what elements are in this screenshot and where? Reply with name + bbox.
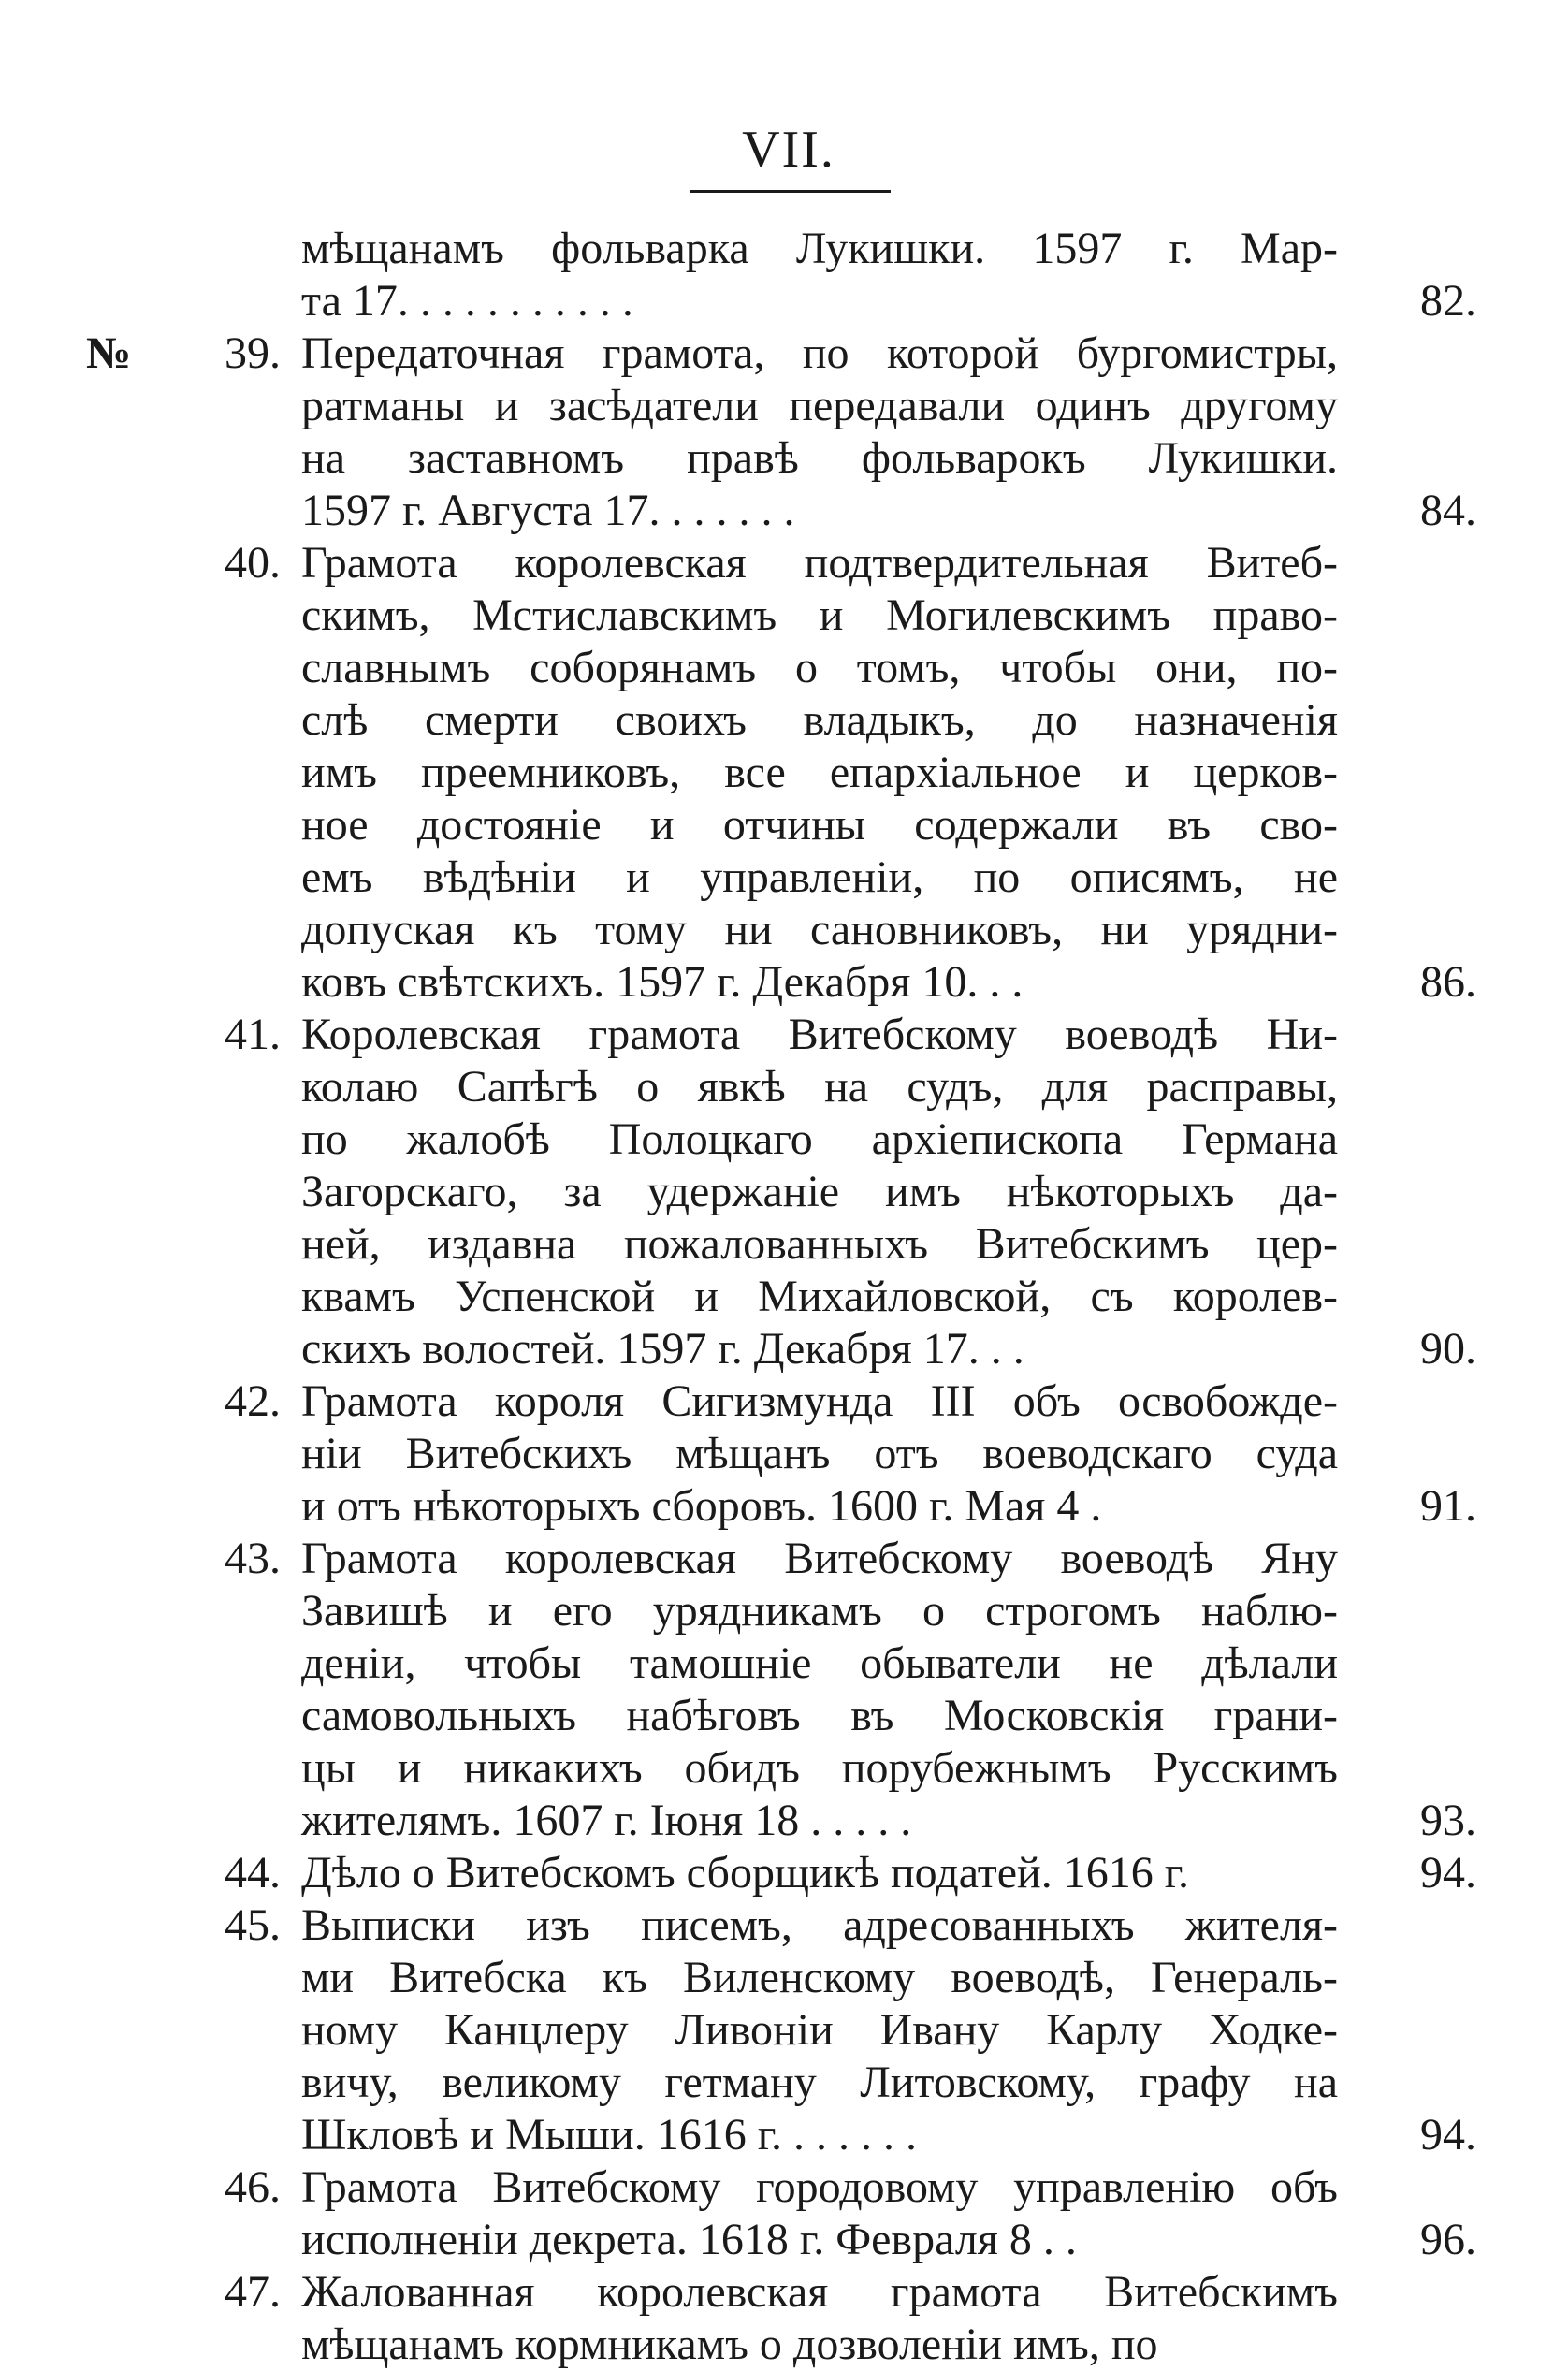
page-number-header: VII. bbox=[742, 121, 835, 179]
entry-line: Грамота королевская подтвердительная Витеб- bbox=[301, 538, 1338, 588]
page-reference: 84. bbox=[1420, 486, 1476, 535]
entry-line: квамъ Успенской и Михайловской, съ королев- bbox=[301, 1272, 1338, 1321]
number-sign: № bbox=[86, 328, 132, 378]
toc-entry bbox=[0, 2266, 1568, 2371]
entry-line: по жалобѣ Полоцкаго архіепископа Германа bbox=[301, 1114, 1338, 1164]
entry-number: 39. bbox=[225, 328, 281, 378]
entry-text bbox=[301, 537, 1338, 1009]
page-reference: 82. bbox=[1420, 276, 1476, 326]
toc-entry bbox=[0, 2161, 1568, 2266]
entry-line: ней, издавна пожалованныхъ Витебскимъ цер- bbox=[301, 1219, 1338, 1269]
toc-entry bbox=[0, 327, 1568, 537]
entry-line: та 17. . . . . . . . . . . bbox=[301, 276, 633, 326]
entry-line: мѣщанамъ фольварка Лукишки. 1597 г. Мар- bbox=[301, 224, 1338, 273]
entry-text bbox=[301, 1375, 1338, 1533]
entry-line: ковъ свѣтскихъ. 1597 г. Декабря 10. . . bbox=[301, 957, 1024, 1007]
table-of-contents bbox=[0, 223, 1568, 2371]
entry-line: допуская къ тому ни сановниковъ, ни урядни- bbox=[301, 905, 1338, 954]
entry-line: Выписки изъ писемъ, адресованныхъ жителя- bbox=[301, 1900, 1338, 1950]
entry-line: вичу, великому гетману Литовскому, графу на bbox=[301, 2058, 1338, 2107]
entry-line: деніи, чтобы тамошніе обыватели не дѣлали bbox=[301, 1638, 1338, 1688]
entry-number: 41. bbox=[225, 1010, 281, 1059]
toc-entry bbox=[0, 1899, 1568, 2161]
entry-text bbox=[301, 223, 1338, 327]
page-reference: 91. bbox=[1420, 1481, 1476, 1531]
entry-line: емъ вѣдѣніи и управленіи, по описямъ, не bbox=[301, 852, 1338, 902]
header-rule bbox=[690, 190, 891, 193]
toc-entry bbox=[0, 1533, 1568, 1847]
entry-text bbox=[301, 1009, 1338, 1375]
entry-line: жителямъ. 1607 г. Іюня 18 . . . . . bbox=[301, 1796, 912, 1845]
entry-text bbox=[301, 2266, 1338, 2371]
entry-line: ратманы и засѣдатели передавали одинъ другому bbox=[301, 381, 1338, 430]
entry-line: Загорскаго, за удержаніе имъ нѣкоторыхъ да- bbox=[301, 1167, 1338, 1216]
entry-number: 42. bbox=[225, 1376, 281, 1426]
entry-line: мѣщанамъ кормникамъ о дозволеніи имъ, по bbox=[301, 2320, 1158, 2369]
entry-number: 40. bbox=[225, 538, 281, 588]
toc-entry bbox=[0, 1847, 1568, 1899]
entry-line: и отъ нѣкоторыхъ сборовъ. 1600 г. Мая 4 . bbox=[301, 1481, 1102, 1531]
entry-number: 43. bbox=[225, 1534, 281, 1583]
entry-text bbox=[301, 1899, 1338, 2161]
entry-line: ніи Витебскихъ мѣщанъ отъ воеводскаго суда bbox=[301, 1429, 1338, 1478]
entry-line: Грамота Витебскому городовому управленію объ bbox=[301, 2162, 1338, 2212]
entry-number: 47. bbox=[225, 2267, 281, 2317]
entry-line: исполненіи декрета. 1618 г. Февраля 8 . . bbox=[301, 2215, 1077, 2264]
entry-line: славнымъ соборянамъ о томъ, чтобы они, по- bbox=[301, 643, 1338, 692]
entry-line: ному Канцлеру Ливоніи Ивану Карлу Ходке- bbox=[301, 2005, 1338, 2055]
entry-number: 44. bbox=[225, 1848, 281, 1898]
entry-line: на заставномъ правѣ фольварокъ Лукишки. bbox=[301, 433, 1338, 483]
entry-line: ное достояніе и отчины содержали въ сво- bbox=[301, 800, 1338, 850]
entry-line: 1597 г. Августа 17. . . . . . . bbox=[301, 486, 795, 535]
entry-number: 46. bbox=[225, 2162, 281, 2212]
entry-text bbox=[301, 1533, 1338, 1847]
entry-line: Грамота короля Сигизмунда III объ освобожде- bbox=[301, 1376, 1338, 1426]
page-reference: 86. bbox=[1420, 957, 1476, 1007]
entry-line: Грамота королевская Витебскому воеводѣ Яну bbox=[301, 1534, 1338, 1583]
entry-line: слѣ смерти своихъ владыкъ, до назначенія bbox=[301, 695, 1338, 745]
entry-line: самовольныхъ набѣговъ въ Московскія грани- bbox=[301, 1691, 1338, 1740]
entry-line: Шкловѣ и Мыши. 1616 г. . . . . . . bbox=[301, 2110, 917, 2160]
page-reference: 94. bbox=[1420, 2110, 1476, 2160]
entry-number: 45. bbox=[225, 1900, 281, 1950]
toc-entry bbox=[0, 1009, 1568, 1375]
entry-line: Дѣло о Витебскомъ сборщикѣ податей. 1616 г. bbox=[301, 1848, 1190, 1898]
entry-line: Жалованная королевская грамота Витебскимъ bbox=[301, 2267, 1338, 2317]
entry-text bbox=[301, 327, 1338, 537]
toc-entry bbox=[0, 537, 1568, 1009]
entry-line: скимъ, Мстиславскимъ и Могилевскимъ право- bbox=[301, 590, 1338, 640]
toc-entry bbox=[0, 1375, 1568, 1533]
entry-text bbox=[301, 2161, 1338, 2266]
page-reference: 94. bbox=[1420, 1848, 1476, 1898]
entry-line: Передаточная грамота, по которой бургомистры, bbox=[301, 328, 1338, 378]
entry-text bbox=[301, 1847, 1338, 1899]
page-reference: 90. bbox=[1420, 1324, 1476, 1374]
toc-entry bbox=[0, 223, 1568, 327]
entry-line: цы и никакихъ обидъ порубежнымъ Русскимъ bbox=[301, 1743, 1338, 1793]
page-reference: 93. bbox=[1420, 1796, 1476, 1845]
entry-line: имъ преемниковъ, все епархіальное и церков- bbox=[301, 748, 1338, 797]
entry-line: ми Витебска къ Виленскому воеводѣ, Генераль- bbox=[301, 1953, 1338, 2002]
entry-line: Завишѣ и его урядникамъ о строгомъ наблю- bbox=[301, 1586, 1338, 1636]
entry-line: колаю Сапѣгѣ о явкѣ на судъ, для расправы, bbox=[301, 1062, 1338, 1112]
entry-line: Королевская грамота Витебскому воеводѣ Ни- bbox=[301, 1010, 1338, 1059]
page-reference: 96. bbox=[1420, 2215, 1476, 2264]
entry-line: скихъ волостей. 1597 г. Декабря 17. . . bbox=[301, 1324, 1024, 1374]
